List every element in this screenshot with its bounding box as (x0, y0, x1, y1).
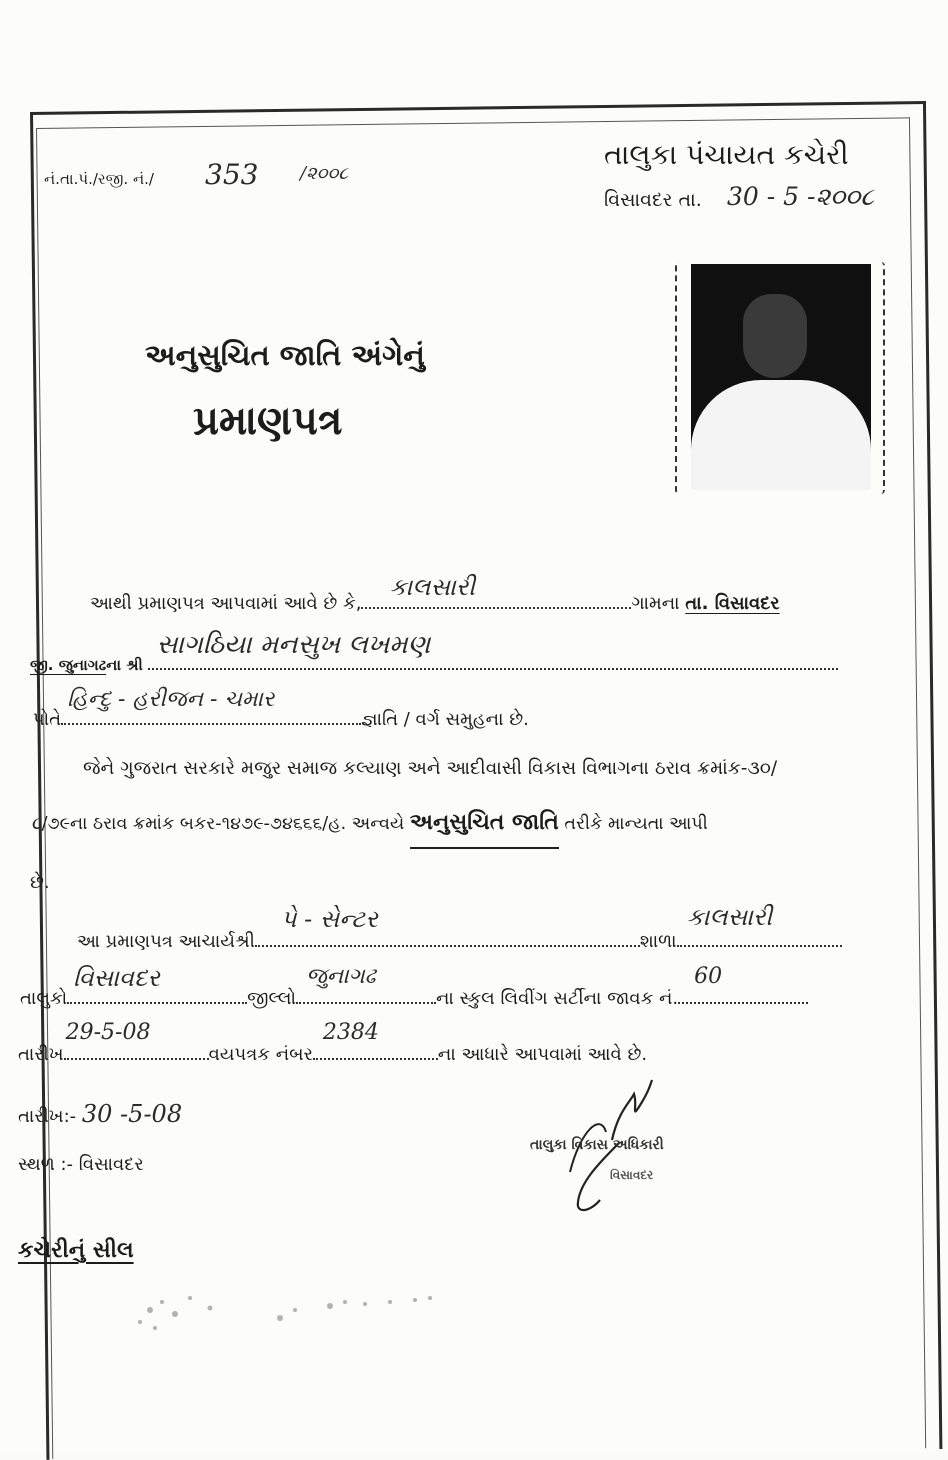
caste-field (61, 687, 361, 725)
district-printed: જી. જુનાગઢ (30, 656, 107, 674)
office-date-label: વિસાવદર તા. (604, 189, 702, 211)
seal-smudge (120, 1280, 450, 1340)
scheduled-caste-emphasis: અનુસુચિત જાતિ (410, 810, 559, 849)
signatory-stamp: તાલુકા વિકાસ અધિકારી (530, 1137, 664, 1153)
body-line-1 (90, 573, 780, 614)
line1-suffix: ગામના (631, 593, 680, 614)
name-field (148, 630, 838, 670)
footer-place-label: સ્થળ :- (18, 1154, 74, 1175)
paragraph-line-2 (32, 810, 708, 835)
line6-prefix: તારીખ (18, 1044, 64, 1065)
line5-suffix: ના સ્કુલ લિવીંગ સર્ટીના જાવક નં. (436, 988, 679, 1009)
school-district-value: જુનાગઢ (306, 964, 376, 989)
leaving-date-value: 29-5-08 (65, 1020, 151, 1045)
village-value: કાલસારી (389, 573, 476, 601)
school-taluka-value: વિસાવદર (73, 964, 160, 992)
office-title: તાલુકા પંચાયત કચેરી (604, 138, 849, 171)
school-value: કાલસારી (686, 903, 773, 931)
reference-number-label: નં.તા.પં./રજી. નં./ (44, 170, 154, 188)
certificate-subtitle: અનુસુચિત જાતિ અંગેનું (145, 338, 425, 372)
footer-date-label: તારીખ:- (18, 1106, 77, 1127)
photo-face (743, 294, 807, 378)
taluka-printed: તા. વિસાવદર (685, 593, 780, 614)
body-line-4 (77, 903, 842, 952)
footer-place (18, 1154, 144, 1175)
register-number-field (313, 1020, 438, 1060)
photo-shirt (691, 380, 871, 490)
paragraph-line-1: જેને ગુજરાત સરકારે મજુર સમાજ કલ્યાણ અને આદીવાસી વિકાસ વિભાગના ઠરાવ ક્રમાંક-૩૦/ (83, 758, 778, 779)
body-line-2 (30, 630, 838, 675)
footer-date (18, 1100, 182, 1128)
footer-date-value: 30 -5-08 (81, 1100, 183, 1128)
holder-photo (691, 264, 871, 490)
office-seal-label: કચેરીનું સીલ (18, 1238, 134, 1263)
outward-number-field (678, 964, 808, 1004)
footer-place-value: વિસાવદર (78, 1154, 144, 1175)
line6-suffix: ના આધારે આપવામાં આવે છે. (437, 1044, 648, 1065)
para2-prefix: ૮/૭૯ના ઠરાવ ક્રમાંક બકર-૧૪૭૯-૭૪૬૬૬/હ. અન્વયે (32, 814, 405, 834)
line3-suffix: જ્ઞાતિ / વર્ગ સમુહના છે. (361, 709, 529, 730)
office-date-value: 30 - 5 -૨૦૦૮ (727, 182, 874, 211)
para2-suffix: તરીકે માન્યતા આપી (564, 814, 708, 834)
line5-mid: જીલ્લો (247, 988, 296, 1009)
signatory-stamp-place: વિસાવદર (610, 1168, 654, 1182)
caste-value: હિન્દુ - હરીજન - ચમાર (67, 687, 275, 712)
certificate-title: પ્રમાણપત્ર (193, 398, 343, 444)
outward-number-value: 60 (694, 964, 723, 989)
school-district-field (296, 964, 436, 1004)
principal-field (255, 905, 640, 947)
line3-prefix: પોતે (33, 709, 62, 730)
leaving-date-field (64, 1020, 209, 1060)
body-line-6 (18, 1020, 648, 1065)
line1-prefix: આથી પ્રમાણપત્ર આપવામાં આવે છે કે, (90, 593, 362, 614)
reference-year: /૨૦૦૮ (300, 163, 349, 184)
school-field (677, 903, 842, 947)
line6-mid: વયપત્રક નંબર (208, 1044, 313, 1065)
school-taluka-field (67, 964, 247, 1004)
holder-name: સાગઠિયા મનસુખ લખમણ (156, 630, 431, 660)
body-line-5 (20, 964, 808, 1009)
register-number-value: 2384 (322, 1020, 379, 1045)
line2-prefix: ના શ્રી (106, 656, 143, 674)
line4-mid: શાળા (639, 931, 677, 952)
line4-prefix: આ પ્રમાણપત્ર આચાર્યશ્રી (77, 931, 255, 952)
body-line-3 (33, 687, 529, 730)
reference-number-value: 353 (205, 158, 259, 191)
line5-prefix: તાલુકો (20, 988, 68, 1009)
principal-value: પે - સેન્ટર (280, 905, 378, 933)
village-field (361, 573, 631, 609)
paragraph-line-3: છે. (30, 872, 50, 893)
